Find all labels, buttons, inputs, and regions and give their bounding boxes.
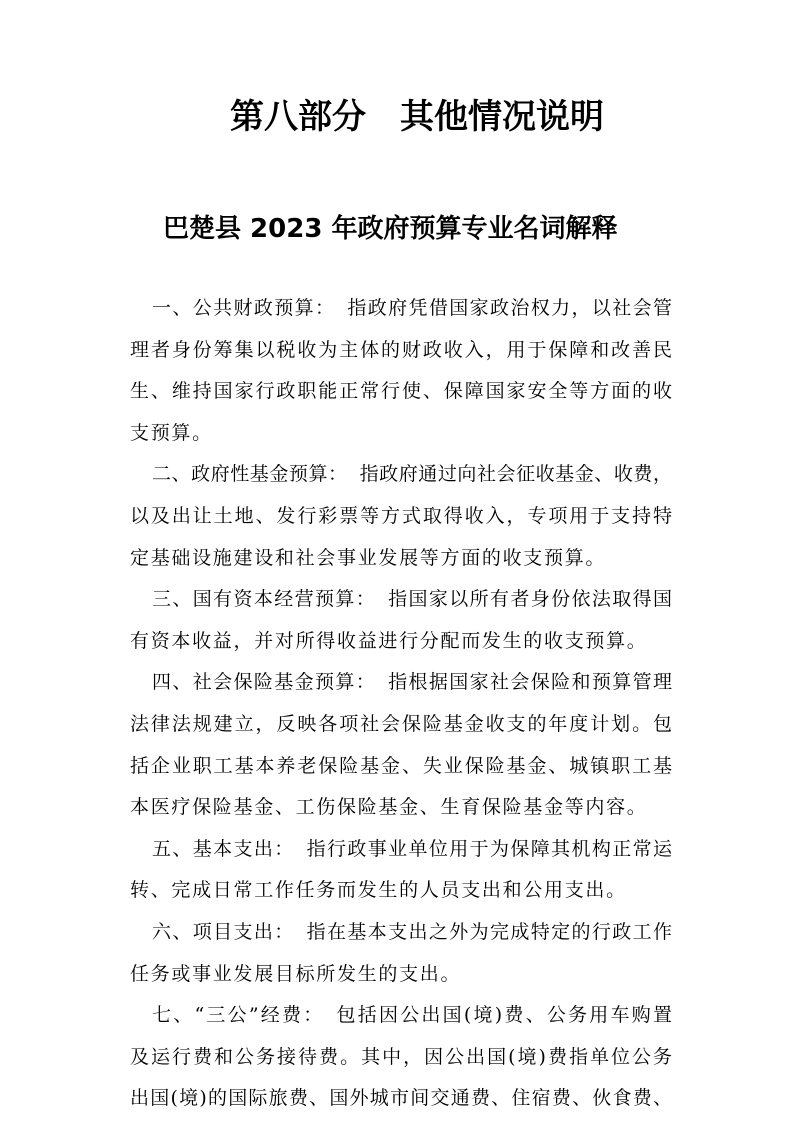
- definition-line: 支预算。: [130, 421, 213, 444]
- term-label: 五、基本支出：: [152, 837, 295, 860]
- definition-line: [130, 579, 672, 621]
- definition-line: 及运行费和公务接待费。其中，因公出国(境)费指单位公务: [130, 1045, 672, 1068]
- term-label: 四、社会保险基金预算：: [152, 671, 377, 694]
- term-label: 三、国有资本经营预算：: [152, 588, 377, 611]
- term-definition: 指政府通过向社会征收基金、收费，: [359, 463, 672, 486]
- definition-line: 本医疗保险基金、工伤保险基金、生育保险基金等内容。: [130, 796, 648, 819]
- definition-line: 理者身份筹集以税收为主体的财政收入，用于保障和改善民: [130, 338, 672, 361]
- term-label: 七、“三公”经费：: [152, 1004, 325, 1027]
- term-definition: 指在基本支出之外为完成特定的行政工作: [306, 920, 672, 943]
- term-definition: 指国家以所有者身份依法取得国: [388, 588, 672, 611]
- definition-line: 以及出让土地、发行彩票等方式取得收入，专项用于支持特: [130, 504, 672, 527]
- glossary-body: [130, 288, 672, 1120]
- term-label: 六、项目支出：: [152, 920, 295, 943]
- term-definition: 指行政事业单位用于为保障其机构正常运: [306, 837, 672, 860]
- term-entry: [130, 829, 672, 912]
- term-entry: [130, 662, 672, 828]
- term-definition: 指政府凭借国家政治权力，以社会管: [347, 297, 672, 319]
- term-definition: 包括因公出国(境)费、公务用车购置: [336, 1004, 672, 1027]
- definition-line: [130, 829, 672, 871]
- term-definition: 指根据国家社会保险和预算管理: [388, 671, 672, 694]
- definition-line: [130, 454, 672, 496]
- definition-line: [130, 995, 672, 1037]
- term-entry: [130, 995, 672, 1120]
- definition-line: 出国(境)的国际旅费、国外城市间交通费、住宿费、伙食费、: [130, 1087, 672, 1110]
- definition-line: [130, 912, 672, 954]
- definition-line: [130, 662, 672, 704]
- term-entry: [130, 288, 672, 454]
- definition-line: 任务或事业发展目标所发生的支出。: [130, 962, 462, 985]
- term-entry: [130, 454, 672, 579]
- page-title: 第八部分 其他情况说明: [230, 97, 604, 137]
- term-label: 一、公共财政预算：: [152, 297, 336, 319]
- definition-line: 括企业职工基本养老保险基金、失业保险基金、城镇职工基: [130, 754, 672, 777]
- definition-line: 定基础设施建设和社会事业发展等方面的收支预算。: [130, 546, 607, 569]
- term-entry: [130, 912, 672, 995]
- definition-line: 有资本收益，并对所得收益进行分配而发生的收支预算。: [130, 629, 648, 652]
- definition-line: [130, 288, 672, 330]
- section-subtitle: 巴楚县 2023 年政府预算专业名词解释: [163, 214, 618, 244]
- definition-line: 法律法规建立，反映各项社会保险基金收支的年度计划。包: [130, 712, 672, 735]
- definition-line: 转、完成日常工作任务而发生的人员支出和公用支出。: [130, 879, 627, 902]
- definition-line: 生、维持国家行政职能正常行使、保障国家安全等方面的收: [130, 380, 672, 403]
- term-entry: [130, 579, 672, 662]
- term-label: 二、政府性基金预算：: [152, 463, 348, 486]
